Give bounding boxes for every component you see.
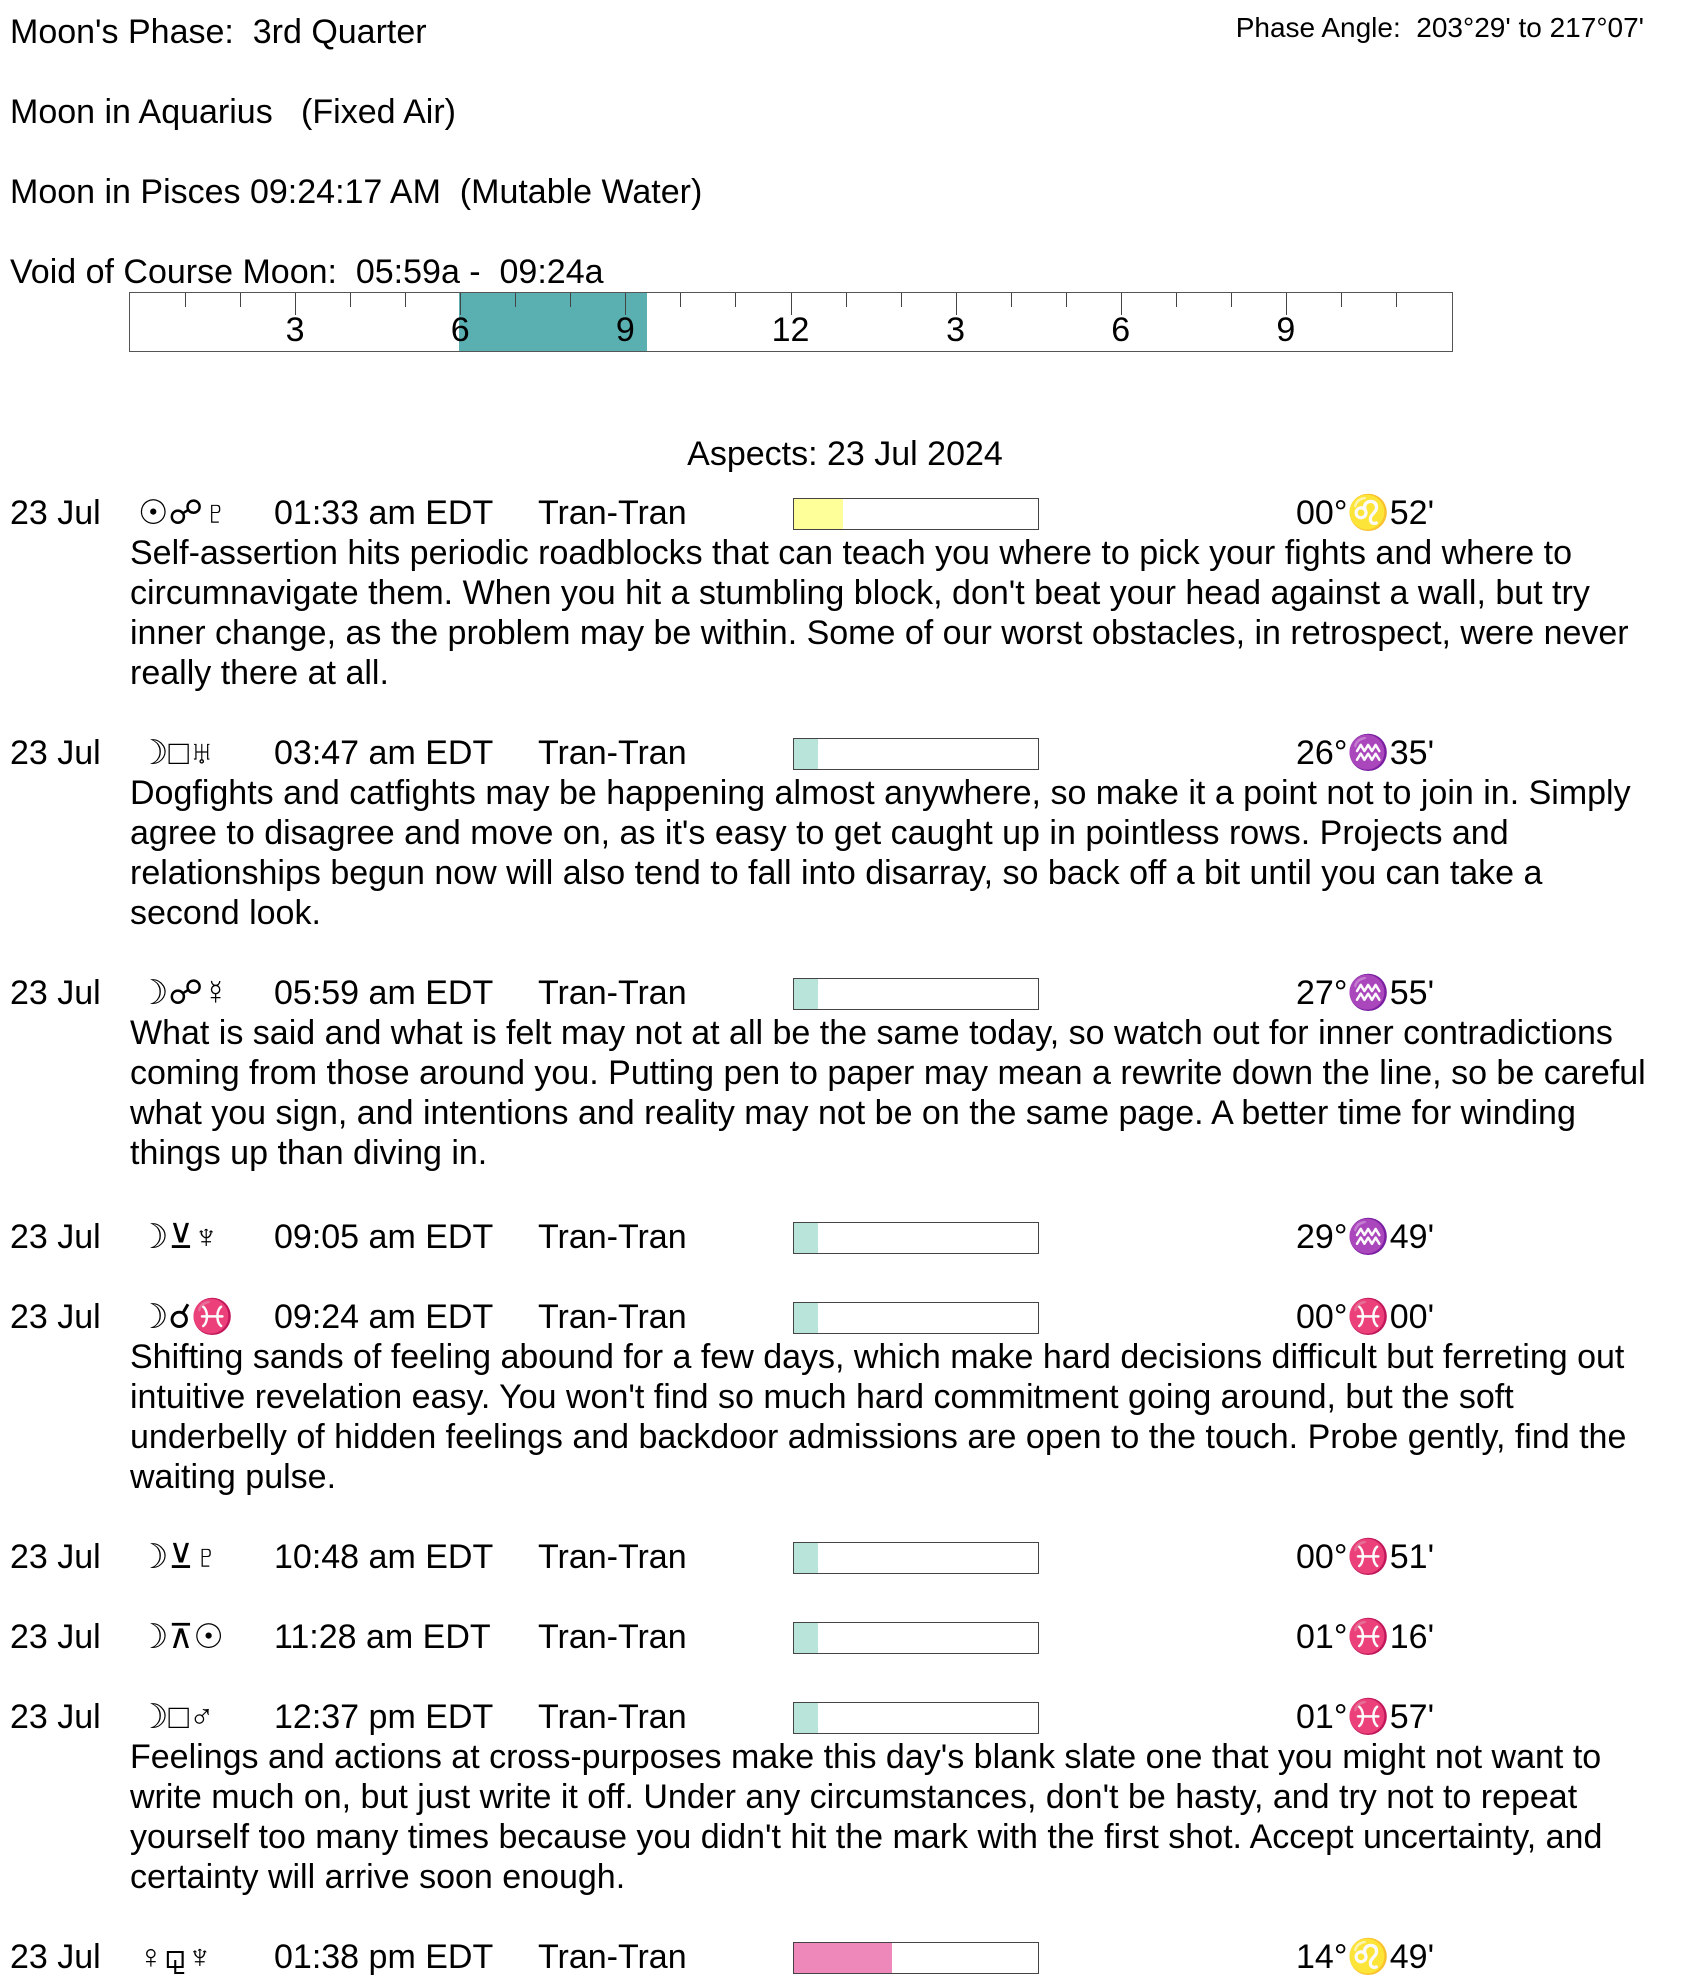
aspect-date: 23 Jul: [10, 734, 101, 772]
aspect-glyphs-icon: ☽□♂: [138, 1698, 215, 1736]
aspect-strength-bar: [793, 498, 1039, 530]
aspect-date: 23 Jul: [10, 1218, 101, 1256]
aspect-position: 27°♒55': [1296, 974, 1435, 1012]
timeline-tick: [570, 293, 571, 307]
aspect-strength-fill: [794, 1543, 818, 1573]
timeline-tick: [185, 293, 186, 307]
aspect-position: 01°♓57': [1296, 1698, 1435, 1736]
aspect-row: [0, 733, 1690, 933]
aspect-header: [0, 973, 1690, 1013]
aspect-time: 12:37 pm EDT: [274, 1698, 494, 1736]
aspect-strength-bar: [793, 1542, 1039, 1574]
aspect-glyphs-icon: ☽☌♓: [138, 1298, 234, 1336]
aspect-interpretation: Shifting sands of feeling abound for a few days, which make hard decisions difficult but ferreting out intuitive revelation easy. You won't find so much hard commitment going around, but the soft underbelly of hidden feelings and backdoor admissions are open to the touch. Probe gently, find the waiting pulse.: [130, 1338, 1627, 1496]
timeline-tick: [515, 293, 516, 307]
timeline-tick: [350, 293, 351, 307]
aspect-type: Tran-Tran: [538, 1938, 687, 1976]
aspect-date: 23 Jul: [10, 1298, 101, 1336]
timeline-tick: [901, 293, 902, 307]
aspect-time: 01:33 am EDT: [274, 494, 494, 532]
timeline-tick: [1396, 293, 1397, 307]
timeline-hour-label: 3: [946, 311, 966, 349]
aspect-time: 05:59 am EDT: [274, 974, 494, 1012]
aspect-type: Tran-Tran: [538, 494, 687, 532]
timeline-hour-label: 12: [771, 311, 810, 349]
aspect-row: [0, 1217, 1690, 1257]
aspect-time: 11:28 am EDT: [274, 1618, 491, 1656]
timeline-tick: [1231, 293, 1232, 307]
aspect-glyphs-icon: ☽⊻♇: [138, 1538, 219, 1576]
aspect-header: [0, 1697, 1690, 1737]
aspect-type: Tran-Tran: [538, 1218, 687, 1256]
aspect-row: [0, 1537, 1690, 1577]
aspects-title: Aspects: 23 Jul 2024: [687, 435, 1003, 473]
timeline-hour-label: 3: [285, 311, 305, 349]
aspect-header: [0, 1537, 1690, 1577]
aspect-time: 01:38 pm EDT: [274, 1938, 494, 1976]
aspect-glyphs-icon: ♀⚼♆: [138, 1938, 213, 1976]
aspect-time: 09:05 am EDT: [274, 1218, 494, 1256]
aspect-strength-bar: [793, 1942, 1039, 1974]
timeline-tick: [1066, 293, 1067, 307]
aspect-interpretation: Dogfights and catfights may be happening almost anywhere, so make it a point not to join in. Simply agree to disagree and move on, as it's easy to get caught up in pointless rows. Projects and relationships begun now will also tend to fall into disarray, so back off a bit until you can take a second look.: [130, 774, 1631, 932]
aspect-type: Tran-Tran: [538, 1618, 687, 1656]
aspect-row: [0, 1937, 1690, 1977]
timeline-tick: [846, 293, 847, 307]
timeline-hour-label: 6: [450, 311, 470, 349]
aspect-type: Tran-Tran: [538, 974, 687, 1012]
timeline-tick: [1341, 293, 1342, 307]
timeline-hour-label: 9: [615, 311, 635, 349]
void-of-course: Void of Course Moon: 05:59a - 09:24a: [10, 253, 604, 291]
timeline-hour-label: 9: [1276, 311, 1296, 349]
aspect-time: 10:48 am EDT: [274, 1538, 494, 1576]
aspect-row: [0, 1697, 1690, 1897]
aspect-row: [0, 1617, 1690, 1657]
aspect-strength-fill: [794, 1223, 818, 1253]
aspect-date: 23 Jul: [10, 974, 101, 1012]
aspect-position: 00°♌52': [1296, 494, 1435, 532]
timeline-tick: [405, 293, 406, 307]
timeline-tick: [240, 293, 241, 307]
aspect-date: 23 Jul: [10, 494, 101, 532]
aspect-row: [0, 1297, 1690, 1497]
timeline-hour-label: 6: [1111, 311, 1131, 349]
aspect-glyphs-icon: ☽⊼☉: [138, 1618, 224, 1656]
aspect-header: [0, 733, 1690, 773]
aspect-position: 29°♒49': [1296, 1218, 1435, 1256]
timeline-tick: [1011, 293, 1012, 307]
aspect-type: Tran-Tran: [538, 734, 687, 772]
aspect-strength-fill: [794, 1303, 818, 1333]
aspect-strength-fill: [794, 979, 818, 1009]
aspect-position: 00°♓00': [1296, 1298, 1435, 1336]
aspect-strength-bar: [793, 738, 1039, 770]
moon-sign: Moon in Aquarius (Fixed Air): [10, 93, 456, 131]
phase-angle: Phase Angle: 203°29' to 217°07': [1235, 12, 1644, 43]
aspect-strength-fill: [794, 1943, 892, 1973]
aspect-date: 23 Jul: [10, 1938, 101, 1976]
aspect-glyphs-icon: ☽□♅: [138, 734, 215, 772]
aspect-interpretation: What is said and what is felt may not at all be the same today, so watch out for inner contradictions coming from those around you. Putting pen to paper may mean a rewrite down the line, so be careful what you sign, and intentions and reality may not be on the same page. A better time for winding things up than diving in.: [130, 1014, 1646, 1172]
aspect-time: 03:47 am EDT: [274, 734, 494, 772]
aspect-header: [0, 1297, 1690, 1337]
aspect-strength-bar: [793, 978, 1039, 1010]
aspect-strength-bar: [793, 1302, 1039, 1334]
aspect-type: Tran-Tran: [538, 1698, 687, 1736]
aspect-strength-fill: [794, 499, 843, 529]
timeline-tick: [1176, 293, 1177, 307]
aspect-strength-fill: [794, 739, 818, 769]
aspect-strength-bar: [793, 1222, 1039, 1254]
aspect-glyphs-icon: ☉☍♇: [138, 494, 229, 532]
aspect-strength-fill: [794, 1703, 818, 1733]
aspect-header: [0, 1217, 1690, 1257]
aspect-position: 00°♓51': [1296, 1538, 1435, 1576]
aspect-position: 01°♓16': [1296, 1618, 1435, 1656]
void-of-course-timeline: [129, 292, 1453, 352]
timeline-tick: [680, 293, 681, 307]
moon-ingress: Moon in Pisces 09:24:17 AM (Mutable Water): [10, 173, 703, 211]
aspect-strength-bar: [793, 1622, 1039, 1654]
aspect-header: [0, 1937, 1690, 1977]
aspect-date: 23 Jul: [10, 1618, 101, 1656]
aspect-row: [0, 973, 1690, 1173]
aspect-glyphs-icon: ☽⊻♆: [138, 1218, 219, 1256]
moon-phase: Moon's Phase: 3rd Quarter: [10, 13, 427, 51]
aspect-glyphs-icon: ☽☍☿: [138, 974, 229, 1012]
aspect-date: 23 Jul: [10, 1538, 101, 1576]
aspect-interpretation: Feelings and actions at cross-purposes make this day's blank slate one that you might not want to write much on, but just write it off. Under any circumstances, don't be hasty, and try not to repeat yourself too many times because you didn't hit the mark with the first shot. Accept uncertainty, and certainty will arrive soon enough.: [130, 1738, 1603, 1896]
aspect-position: 14°♌49': [1296, 1938, 1435, 1976]
aspect-time: 09:24 am EDT: [274, 1298, 494, 1336]
aspect-row: [0, 493, 1690, 693]
aspect-interpretation: Self-assertion hits periodic roadblocks that can teach you where to pick your fights and where to circumnavigate them. When you hit a stumbling block, don't beat your head against a wall, but try inner change, as the problem may be within. Some of our worst obstacles, in retrospect, were never really there at all.: [130, 534, 1629, 692]
aspect-position: 26°♒35': [1296, 734, 1435, 772]
aspect-date: 23 Jul: [10, 1698, 101, 1736]
aspect-type: Tran-Tran: [538, 1298, 687, 1336]
aspect-strength-bar: [793, 1702, 1039, 1734]
aspect-strength-fill: [794, 1623, 818, 1653]
aspect-type: Tran-Tran: [538, 1538, 687, 1576]
timeline-tick: [735, 293, 736, 307]
aspect-header: [0, 1617, 1690, 1657]
aspect-header: [0, 493, 1690, 533]
